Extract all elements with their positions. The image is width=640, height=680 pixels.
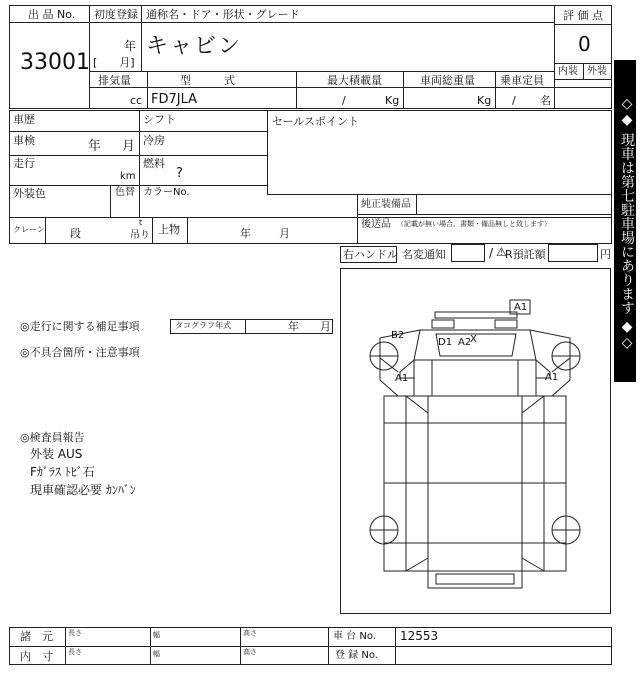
recycle-label: R預託額 <box>505 248 546 261</box>
dims-height-label: 高さ <box>243 629 257 637</box>
mark-windshield-center: X <box>470 334 477 345</box>
truck-outline-diagram <box>340 268 611 614</box>
extras-label: 後送品 <box>361 219 391 230</box>
fuel-value: ? <box>176 166 183 181</box>
inspector-line-1: 外装 AUS <box>30 447 83 461</box>
max-load-unit: Kg <box>385 94 400 107</box>
reg-label: 登 録 No. <box>335 650 378 661</box>
first-reg-year: 年 <box>124 39 137 53</box>
lot-no-value: 33001 <box>20 50 90 75</box>
tacho-year: 年 <box>288 320 299 333</box>
yen-unit: 円 <box>600 248 611 261</box>
car-name-label: 通称名・ドア・形状・グレード <box>146 8 300 21</box>
crane-lift-unit: 吊り <box>130 230 150 241</box>
displacement-unit: cc <box>130 94 143 107</box>
score-label: 評 価 点 <box>563 9 603 22</box>
mileage-unit: km <box>120 171 136 182</box>
extras-note: （記載が無い場合、書類・備品無しと致します） <box>397 220 551 228</box>
color-no-label: カラーNo. <box>143 187 190 198</box>
capacity-slash: / <box>512 94 516 107</box>
history-label: 車歴 <box>13 113 35 126</box>
first-reg-month: [ 月] <box>93 56 135 69</box>
model-value: FD7JLA <box>151 92 198 107</box>
board-month: 月 <box>279 227 290 240</box>
location-banner: ◇◆ 現車は第七駐車場にあります ◆◇ <box>614 60 636 382</box>
mark-left-side: A1 <box>395 373 409 384</box>
gross-weight-label: 車両総重量 <box>420 74 475 87</box>
inspector-line-3: 現車確認必要 ｶﾝﾊﾞﾝ <box>30 483 136 497</box>
driving-notes-label: ◎走行に関する補足事項 <box>20 320 140 333</box>
mark-windshield-right: A2 <box>458 337 472 348</box>
inner-height-label: 高さ <box>243 648 257 656</box>
rhd-label: 右ハンドル <box>343 248 398 261</box>
capacity-unit: 名 <box>540 94 551 107</box>
chassis-label: 車 台 No. <box>333 631 376 642</box>
interior-label: 内装 <box>558 66 578 77</box>
color-code-label: 色替 <box>115 187 135 198</box>
crane-label: クレーン <box>13 225 45 234</box>
tacho-label: タコグラフ年式 <box>175 321 231 330</box>
mark-windshield-left: D1 <box>438 337 453 348</box>
chassis-value: 12553 <box>400 629 439 643</box>
inspector-line-2: Fｶﾞﾗｽ ﾄﾋﾞ石 <box>30 465 95 479</box>
crane-stage-unit: 段 <box>70 227 81 240</box>
inner-length-label: 長さ <box>68 648 82 656</box>
inspector-label: ◎検査員報告 <box>20 431 85 444</box>
dims-label: 諸 元 <box>20 630 53 643</box>
mark-left-front: B2 <box>391 330 405 341</box>
capacity-label: 乗車定員 <box>500 74 544 87</box>
mark-right-side: A1 <box>545 372 559 383</box>
first-reg-label: 初度登録 <box>94 8 138 21</box>
inner-label: 内 寸 <box>20 650 53 663</box>
mark-roof: A1 <box>514 302 528 313</box>
dims-length-label: 長さ <box>68 629 82 637</box>
max-load-slash: / <box>342 94 346 107</box>
sales-points-label: セールスポイント <box>272 115 360 128</box>
inspection-label: 車検 <box>13 134 35 147</box>
model-label: 型 式 <box>180 74 235 87</box>
lot-no-label: 出 品 No. <box>28 8 76 21</box>
board-label: 上物 <box>158 223 180 236</box>
inspection-month: 月 <box>122 139 136 154</box>
exterior-label: 外装 <box>587 66 607 77</box>
defects-label: ◎不具合箇所・注意事項 <box>20 346 140 359</box>
dims-width-label: 幅 <box>153 631 160 639</box>
fuel-label: 燃料 <box>143 157 165 170</box>
mileage-label: 走行 <box>13 157 35 170</box>
gross-weight-unit: Kg <box>477 94 492 107</box>
inner-width-label: 幅 <box>153 650 160 658</box>
recycle-icon: ⚠ <box>496 245 507 259</box>
recycle-box <box>548 244 598 262</box>
shift-label: シフト <box>143 113 176 126</box>
genuine-parts-label: 純正装備品 <box>361 199 411 210</box>
name-change-slash: / <box>489 246 494 260</box>
exterior-color-label: 外装色 <box>13 187 46 200</box>
ac-label: 冷房 <box>143 134 165 147</box>
board-year: 年 <box>240 227 251 240</box>
name-change-box <box>451 244 485 262</box>
tacho-month: 月 <box>320 320 331 333</box>
score-value: 0 <box>578 32 591 56</box>
car-name: キャビン <box>146 34 243 59</box>
displacement-label: 排気量 <box>98 74 131 87</box>
name-change-label: 名変通知 <box>402 248 446 261</box>
inspection-year: 年 <box>88 139 102 154</box>
crane-ton-unit: t <box>139 218 143 227</box>
max-load-label: 最大積載量 <box>327 74 382 87</box>
